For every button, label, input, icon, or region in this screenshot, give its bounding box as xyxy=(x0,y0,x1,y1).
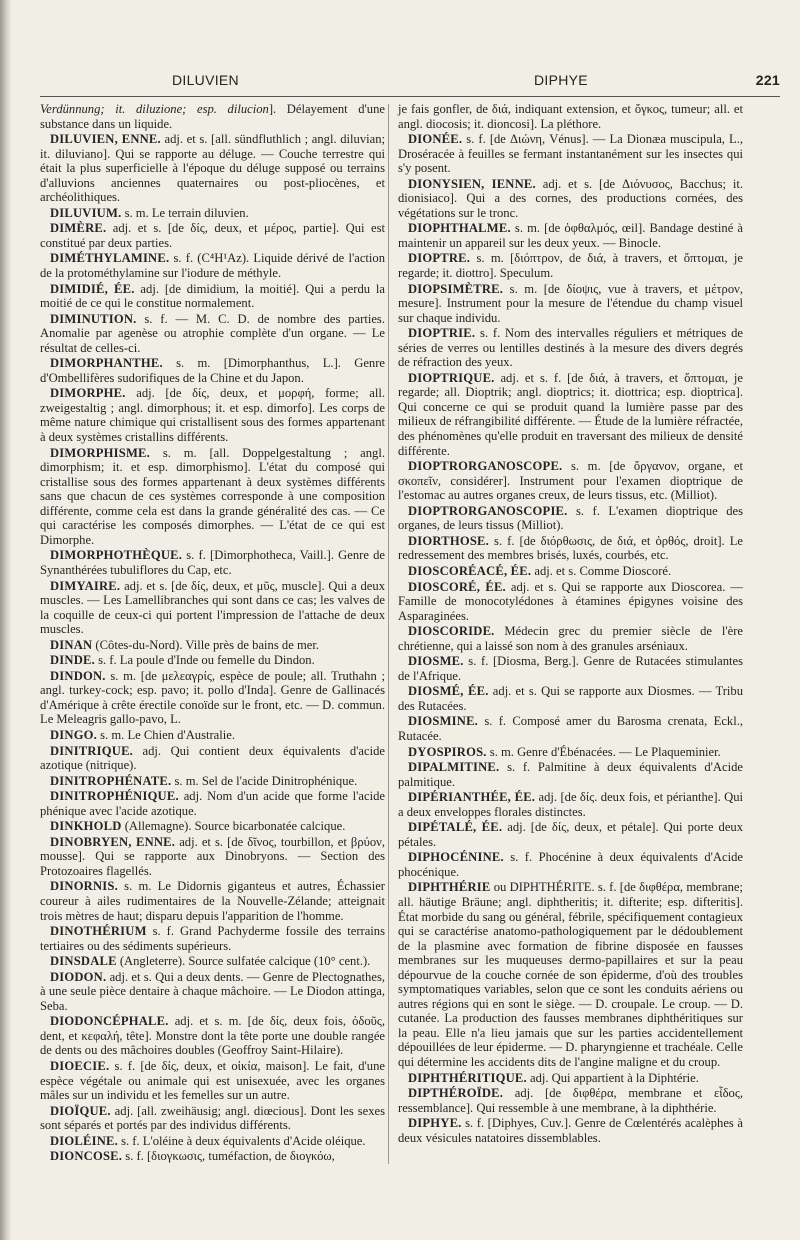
entry-definition: adj. Nom d'un acide que forme l'acide phénique avec l'acide azotique. xyxy=(40,789,385,818)
entry-headword: DIOPSIMÈTRE. xyxy=(408,281,504,296)
dictionary-entry xyxy=(398,564,743,579)
entry-headword: DIPHTHÉRIE xyxy=(408,880,491,895)
entry-headword: DIPTHÉROÏDE. xyxy=(408,1086,504,1101)
dictionary-entry xyxy=(398,534,743,563)
dictionary-entry xyxy=(40,744,385,773)
entry-definition: adj. et s. [de δίς, deux, et μῦς, muscle]. Qui a deux muscles. — Les Lamellibranches qui sont dans ce cas; les valves de la coquille de ceux-ci qui portent l'impression de l'attache de deux muscles. xyxy=(40,578,385,637)
entry-headword: DIOECIE. xyxy=(50,1059,110,1073)
entry-headword: DIOSMÉ, ÉE. xyxy=(408,684,489,699)
entry-definition: s. f. [Diphyes, Cuv.]. Genre de Cœlentérés acalèphes à deux vésicules natatoires dissemblables. xyxy=(398,1116,743,1145)
dictionary-entry xyxy=(398,459,743,503)
right-column xyxy=(398,102,743,1146)
dictionary-entry xyxy=(398,326,743,370)
entry-italic-text: Verdünnung; it. diluzione; esp. dilucion xyxy=(40,102,269,116)
entry-headword: DIONYSIEN, IENNE. xyxy=(408,176,536,191)
entry-definition: s. f. Palmitine à deux équivalents d'Acide palmitique. xyxy=(398,760,743,789)
entry-headword: DINITROPHÉNATE. xyxy=(50,773,172,788)
entry-definition: s. m. Le Didornis giganteus et autres, Échassier coureur à ailes rudimentaires de la Nouvelle-Zélande; atteignait trois mètres de haut; disparu depuis l'apparition de l'homme. xyxy=(40,879,385,923)
entry-headword: DIMORPHANTHE. xyxy=(50,356,163,371)
entry-definition: adj. [de δίς. deux fois, et périanthe]. Qui a deux enveloppes florales distinctes. xyxy=(398,790,743,819)
dictionary-entry xyxy=(40,819,385,834)
dictionary-entry xyxy=(40,102,385,131)
dictionary-entry xyxy=(398,760,743,789)
entry-headword: DILUVIUM. xyxy=(50,205,122,220)
dictionary-entry xyxy=(398,504,743,533)
dictionary-entry xyxy=(40,1104,385,1133)
entry-definition: s. f. Composé amer du Barosma crenata, Eckl., Rutacée. xyxy=(398,714,743,743)
entry-headword: DIOÏQUE. xyxy=(50,1103,111,1118)
dictionary-entry xyxy=(40,638,385,653)
entry-headword: DIOSCORÉ, ÉE. xyxy=(408,579,506,594)
entry-headword: DIOPTRORGANOSCOPE. xyxy=(408,459,563,474)
entry-definition: s. m. [de μελεαγρίς, espèce de poule; all. Truthahn ; angl. turkey-cock; esp. pavo; it. pollo d'Inda]. Genre de Gallinacés d'Amérique à crête érectile conoïde sur le front, etc. — D. commun. Le Meleagris gallo-pavo, L. xyxy=(40,668,385,727)
entry-definition: adj. [de δίς, deux, et μορφή, forme; all. zweigestaltig ; angl. dimorphous; it. et esp. dimorfo]. Les corps de même nature chimique qui cristallisent sous des formes appartenant à deux systèmes cristallins différents. xyxy=(40,386,385,445)
dictionary-entry xyxy=(398,745,743,760)
dictionary-entry xyxy=(398,1086,743,1115)
entry-headword: DIOPTRORGANOSCOPIE. xyxy=(408,503,568,518)
entry-headword: DIMORPHISME. xyxy=(50,445,151,460)
entry-definition: adj. Qui contient deux équivalents d'acide azotique (nitrique). xyxy=(40,743,385,773)
left-column xyxy=(40,102,385,1165)
entry-definition: adj. et s. [de δίς, deux, et μέρος, partie]. Qui est constitué par deux parties. xyxy=(40,221,385,250)
dictionary-entry xyxy=(398,102,743,131)
dictionary-entry xyxy=(40,251,385,280)
dictionary-entry xyxy=(398,850,743,879)
dictionary-entry xyxy=(398,1071,743,1086)
entry-headword: DIMORPHOTHÈQUE. xyxy=(50,548,183,563)
entry-headword: DINGO. xyxy=(50,727,98,742)
entry-definition: s. f. Grand Pachyderme fossile des terrains tertiaires ou des sédiments supérieurs. xyxy=(40,924,385,953)
dictionary-entry xyxy=(40,548,385,577)
entry-headword: DIPÉTALÉ, ÉE. xyxy=(408,820,503,835)
entry-definition: s. f. La poule d'Inde ou femelle du Dindon. xyxy=(94,653,315,668)
entry-headword: DINDE. xyxy=(50,653,95,668)
dictionary-entry xyxy=(40,282,385,311)
entry-headword: DIOPTRIQUE. xyxy=(408,370,495,385)
entry-definition: s. f. [Dimorphotheca, Vaill.]. Genre de Synanthérées tubuliflores du Cap, etc. xyxy=(40,548,385,577)
dictionary-entry xyxy=(40,386,385,444)
dictionary-entry xyxy=(398,714,743,743)
dictionary-entry xyxy=(40,954,385,969)
entry-headword: DIMINUTION. xyxy=(50,311,137,326)
entry-definition: s. f. [διογκωσις, tuméfaction, de διογκόω, xyxy=(122,1149,335,1164)
dictionary-entry xyxy=(40,446,385,548)
dictionary-entry xyxy=(40,206,385,221)
entry-headword: DIMIDIÉ, ÉE. xyxy=(50,281,135,296)
entry-headword: DIONCOSE. xyxy=(50,1149,123,1164)
entry-definition: adj. et s. Qui se rapporte aux Diosmes. — Tribu des Rutacées. xyxy=(398,684,743,713)
entry-headword: DIOPHTHALME. xyxy=(408,221,511,236)
dictionary-entry xyxy=(40,774,385,789)
dictionary-entry xyxy=(40,789,385,818)
dictionary-entry xyxy=(40,1014,385,1058)
entry-headword: DIMÈRE. xyxy=(50,221,107,236)
entry-definition: adj. et s. m. [de δίς, deux fois, ὀδοῦς, dent, et κεφαλή, tête]. Monstre dont la tête porte une double rangée de dents ou des mâchoires doubles (Geoffroy Saint-Hilaire). xyxy=(40,1014,385,1058)
entry-headword: DIORTHOSE. xyxy=(408,533,489,548)
dictionary-entry xyxy=(40,132,385,205)
dictionary-entry xyxy=(398,282,743,326)
entry-headword: DINORNIS. xyxy=(50,879,118,894)
page-binding-edge xyxy=(0,0,12,1240)
entry-definition: s. f. — M. C. D. de nombre des parties. Anomalie par agenèse ou atrophie complète d'un organe. — Le résultat de celles-ci. xyxy=(40,311,385,355)
dictionary-entry xyxy=(40,879,385,923)
entry-definition: s. f. [de Διώνη, Vénus]. — La Dionæa muscipula, L., Droséracée à feuilles se fermant instantanément sur les insectes qui s'y posent. xyxy=(398,132,743,176)
entry-definition: s. m. [de δίοψις, vue à travers, et μέτρον, mesure]. Instrument pour la mesure de l'étendue du champ visuel sur chaque individu. xyxy=(398,281,743,325)
entry-definition: adj. [all. zweihäusig; angl. diœcious]. Dont les sexes sont séparés et portés par des individus différents. xyxy=(40,1103,385,1133)
dictionary-entry xyxy=(398,820,743,849)
entry-definition: s. m. Genre d'Ébénacées. — Le Plaqueminier. xyxy=(486,744,721,759)
entry-headword: DINITROPHÉNIQUE. xyxy=(50,789,179,804)
entry-headword: DIOSMINE. xyxy=(408,714,479,729)
entry-definition: s. f. Nom des intervalles réguliers et métriques de séries de verres ou lentilles destinés à la mesure des divers degrés de réfraction des yeux. xyxy=(398,326,743,370)
entry-headword: DILUVIEN, ENNE. xyxy=(50,132,161,147)
entry-headword: DINDON. xyxy=(50,668,106,683)
entry-headword: DIMORPHE. xyxy=(50,386,126,401)
dictionary-entry xyxy=(398,580,743,624)
dictionary-entry xyxy=(40,356,385,385)
dictionary-entry xyxy=(40,970,385,1014)
entry-headword: DIPHOCÉNINE. xyxy=(408,850,504,865)
dictionary-entry xyxy=(398,132,743,176)
entry-headword: DIPALMITINE. xyxy=(408,760,500,775)
entry-definition: s. m. [διόπτρον, de διά, à travers, et ὄπτομαι, je regarde; it. diottro]. Speculum. xyxy=(398,251,743,281)
dictionary-entry xyxy=(398,790,743,819)
column-divider xyxy=(388,104,389,1164)
header-rule xyxy=(40,96,780,97)
entry-definition: Médecin grec du premier siècle de l'ère chrétienne, qui a laissé son nom à des granules arséniaux. xyxy=(398,624,743,653)
entry-definition: s. m. Le terrain diluvien. xyxy=(121,205,249,220)
dictionary-entry xyxy=(40,653,385,668)
entry-headword: DIPÉRIANTHÉE, ÉE. xyxy=(408,790,536,805)
entry-headword: DINOTHÉRIUM xyxy=(50,924,147,939)
dictionary-entry xyxy=(398,880,743,1069)
entry-headword: DIOLÉINE. xyxy=(50,1133,118,1148)
dictionary-entry xyxy=(398,177,743,221)
entry-definition: adj. et s. [all. sündfluthlich ; angl. diluvian; it. diluviano]. Qui se rapporte au déluge. — Couche terrestre qui était la plus superficielle à l'époque du déluge supposé ou terrains d'alluvions anciennes quaternaires ou post-pliocènes, et archéolithiques. xyxy=(40,132,385,205)
entry-headword: DIONÉE. xyxy=(408,132,463,147)
entry-headword: DIMYAIRE. xyxy=(50,578,121,593)
dictionary-entry xyxy=(40,1059,385,1103)
dictionary-entry xyxy=(398,684,743,713)
entry-definition: ou DIPHTHÉRITE. s. f. [de διφθέρα, membrane; all. häutige Bräune; angl. diphtheritis; it. difterite; esp. difteritis]. État morbide du sang ou général, fébrile, spécifiquement contagieux qui se caractérise anatomo-pathologiquement par le dédoublement de la plasmine avec formation de fibrine disposée en fausses membranes sur les muqueuses dermo-papillaires et sur la peau dépourvue de la couche cornée de son épiderme, d'où des troubles symptomatiques variables, selon que ce sont les conduits aériens ou autres régions qui en sont le siège. — D. croupale. Le croup. — D. cutanée. La production des fausses membranes diphthéritiques sur la peau. Elle n'a lieu jamais que sur les parties accidentellement dépouillées de leur épiderme. — D. pharyngienne et trachéale. Celle qui détermine les accidents dits de l'angine maligne et du croup. xyxy=(398,880,743,1069)
entry-definition: s. f. L'oléine à deux équivalents d'Acide oléique. xyxy=(117,1133,366,1148)
entry-headword: DIMÉTHYLAMINE. xyxy=(50,251,170,266)
entry-definition: s. m. [all. Doppelgestaltung ; angl. dimorphism; it. et esp. dimorphismo]. L'état du composé qui cristallise sous des formes appartenant à deux systèmes différents sans que chacun de ces systèmes corresponde à une composition différente, comme cela est dans la grande généralité des cas. — Ce qui caractérise les composés dimorphes. — L'état de ce qui est Dimorphe. xyxy=(40,445,385,547)
running-header xyxy=(40,72,780,92)
dictionary-entry xyxy=(398,624,743,653)
dictionary-entry xyxy=(40,728,385,743)
entry-definition: adj. et s. [de δῖνος, tourbillon, et βρύον, mousse]. Qui se rapporte aux Dinobryons. — Section des Protozoaires flagellés. xyxy=(40,834,385,878)
dictionary-entry xyxy=(40,221,385,250)
entry-definition: adj. et s. f. [de διά, à travers, et ὄπτομαι, je regarde; all. Dioptrik; angl. dioptrics; it. diottrica; esp. dioptrica]. Qui concerne ce qui se produit quand la lumière passe par des milieux de réfrangibilité différente. — Étude de la lumière réfractée, des phénomènes qu'elle produit en traversant des milieux de densité différente. xyxy=(398,370,743,458)
entry-definition: adj. [de dimidium, la moitié]. Qui a perdu la moitié de ce qui le constitue normalement. xyxy=(40,281,386,311)
entry-definition: s. m. [Dimorphanthus, L.]. Genre d'Ombellifères sudorifiques de la Chine et du Japon. xyxy=(40,356,385,385)
entry-definition: s. f. [de διόρθωσις, de διά, et ὀρθός, droit]. Le redressement des membres brisés, luxés, courbés, etc. xyxy=(398,533,743,563)
dictionary-entry xyxy=(398,221,743,250)
entry-definition: ]. Délayement d'une substance dans un liquide. xyxy=(40,102,385,131)
dictionary-entry xyxy=(40,924,385,953)
entry-headword: DINKHOLD xyxy=(50,819,122,834)
entry-definition: s. m. Le Chien d'Australie. xyxy=(97,727,236,742)
dictionary-entry xyxy=(40,1134,385,1149)
entry-definition: s. m. Sel de l'acide Dinitrophénique. xyxy=(171,773,358,788)
entry-headword: DIOPTRE. xyxy=(408,251,471,266)
entry-headword: DIPHTHÉRITIQUE. xyxy=(408,1070,527,1085)
entry-definition: adj. et s. Comme Dioscoré. xyxy=(531,563,672,578)
entry-definition: s. f. (C⁴H¹Az). Liquide dérivé de l'action de la protométhylamine sur l'iodure de méthyle. xyxy=(40,251,385,281)
entry-headword: DIOSCORIDE. xyxy=(408,624,495,639)
entry-definition: adj. et s. [de Διόνυσος, Bacchus; it. dionisiaco]. Qui a des cornes, des productions cornées, des végétations sur le tronc. xyxy=(398,176,743,220)
dictionary-entry xyxy=(398,1116,743,1145)
header-right-guideword: DIPHYE xyxy=(534,72,588,88)
entry-definition: adj. Qui appartient à la Diphtérie. xyxy=(526,1070,699,1085)
entry-headword: DINSDALE xyxy=(50,954,117,969)
entry-headword: DINOBRYEN, ENNE. xyxy=(50,834,176,849)
dictionary-entry xyxy=(398,251,743,280)
entry-headword: DIODON. xyxy=(50,969,107,984)
entry-definition: adj. et s. Qui se rapporte aux Dioscorea. — Famille de monocotylédones à étamines épigynes voisine des Asparaginées. xyxy=(398,579,743,623)
dictionary-entry xyxy=(40,1149,385,1164)
entry-headword: DIPHYE. xyxy=(408,1116,462,1131)
entry-definition: (Angleterre). Source sulfatée calcique (10° cent.). xyxy=(116,954,371,969)
entry-definition: s. m. [de ὄργανον, organe, et σκοπεῖν, considérer]. Instrument pour l'examen dioptrique de l'estomac au autres organes creux, de leurs tissus, etc. (Milliot). xyxy=(398,459,743,503)
entry-definition: s. f. [Diosma, Berg.]. Genre de Rutacées stimulantes de l'Afrique. xyxy=(398,654,743,683)
entry-definition: s. m. [de ὀφθαλμός, œil]. Bandage destiné à maintenir un appareil sur les deux yeux. — Binocle. xyxy=(398,221,743,250)
entry-headword: DYOSPIROS. xyxy=(408,744,487,759)
entry-headword: DINAN xyxy=(50,637,93,652)
dictionary-entry xyxy=(40,835,385,879)
entry-definition: s. f. [de δίς, deux, et οἰκία, maison]. Le fait, d'une espèce végétale ou animale qui est unisexuée, avec les organes mâles sur un individu et les femelles sur un autre. xyxy=(40,1059,385,1103)
entry-definition: adj. [de δίς, deux, et pétale]. Qui porte deux pétales. xyxy=(398,820,743,849)
dictionary-entry xyxy=(398,371,743,458)
entry-definition: (Côtes-du-Nord). Ville près de bains de mer. xyxy=(92,637,319,652)
dictionary-entry xyxy=(398,654,743,683)
entry-headword: DIODONCÉPHALE. xyxy=(50,1014,169,1029)
entry-definition: adj. et s. Qui a deux dents. — Genre de Plectognathes, à une seule pièce dentaire à chaque mâchoire. — Le Diodon attinga, Seba. xyxy=(40,969,385,1013)
entry-definition: (Allemagne). Source bicarbonatée calcique. xyxy=(121,819,346,834)
dictionary-entry xyxy=(40,312,385,356)
entry-definition: je fais gonfler, de διά, indiquant extension, et ὄγκος, tumeur; all. et angl. diocosis; it. dioncosi]. La pléthore. xyxy=(398,102,743,131)
entry-headword: DIOPTRIE. xyxy=(408,326,476,341)
entry-definition: s. f. L'examen dioptrique des organes, de leurs tissus (Milliot). xyxy=(398,503,743,533)
entry-definition: s. f. Phocénine à deux équivalents d'Acide phocénique. xyxy=(398,850,743,879)
entry-headword: DIOSME. xyxy=(408,654,464,669)
page-number: 221 xyxy=(755,72,780,88)
entry-definition: adj. [de διφθέρα, membrane et εἶδος, ressemblance]. Qui ressemble à une membrane, à la diphthérie. xyxy=(398,1086,743,1115)
dictionary-entry xyxy=(40,669,385,727)
entry-headword: DIOSCORÉACÉ, ÉE. xyxy=(408,563,532,578)
header-left-guideword: DILUVIEN xyxy=(172,72,239,88)
entry-headword: DINITRIQUE. xyxy=(50,743,134,758)
dictionary-entry xyxy=(40,579,385,637)
